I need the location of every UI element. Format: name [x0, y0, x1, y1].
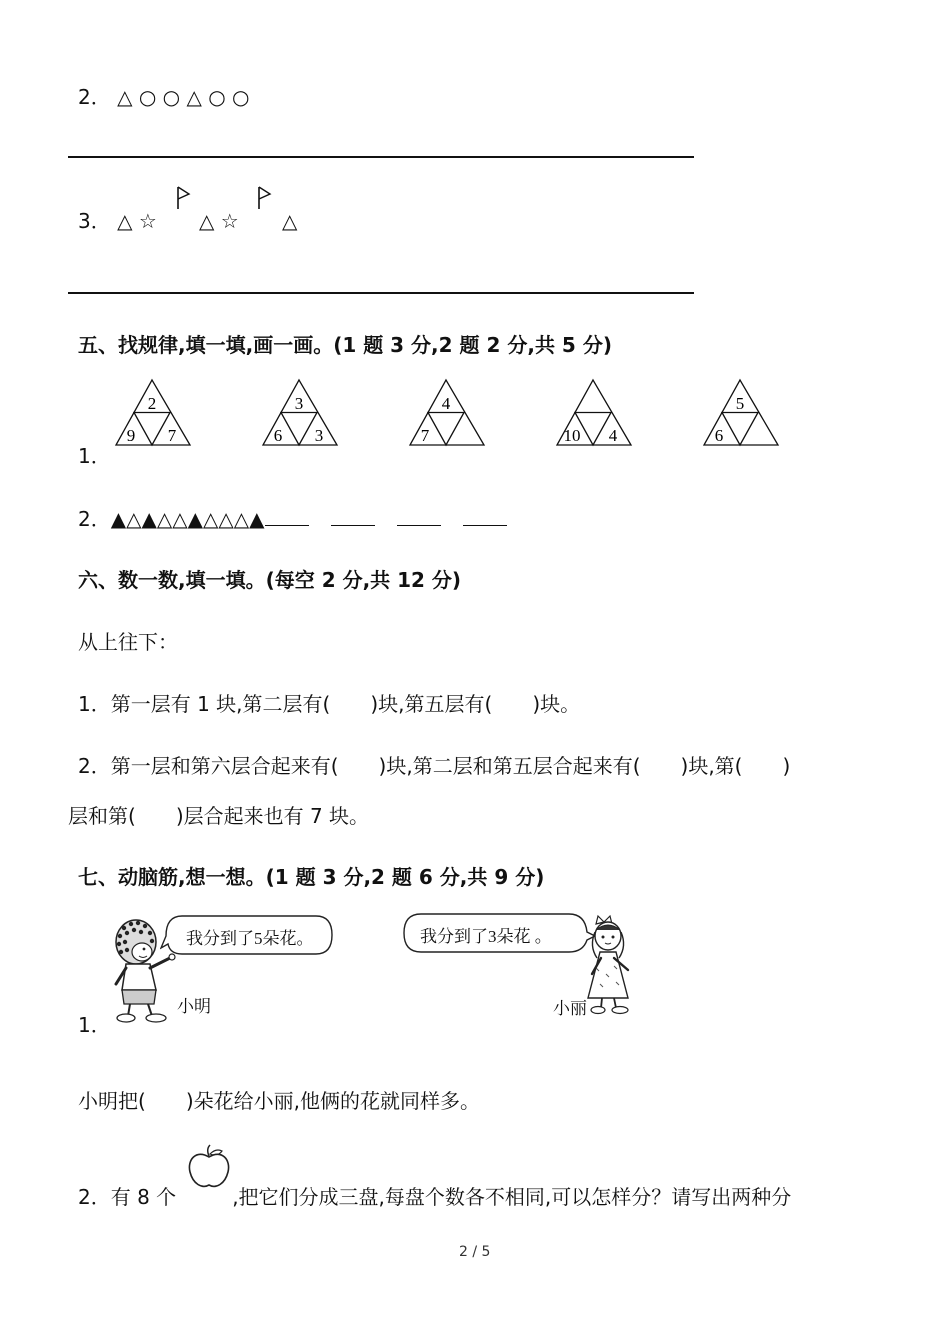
answer-blank[interactable]	[265, 505, 309, 526]
q4-item3-seq-part3: △	[282, 209, 298, 233]
girl-illustration	[584, 908, 644, 1016]
triangle-inner-outline	[281, 413, 317, 446]
q5-item2-num: 2．	[78, 507, 111, 531]
q6-item1-text-b: )块,第五层有(	[370, 692, 493, 716]
q6-item2-line1	[78, 753, 790, 779]
triangle-top-cell[interactable]: 5	[735, 394, 745, 413]
triangle-top-cell[interactable]: 2	[147, 394, 157, 413]
number-triangle	[555, 378, 635, 448]
q7-item1-num: 1．	[78, 1013, 111, 1037]
answer-line-1	[68, 156, 694, 158]
q6-item1-num: 1．	[78, 692, 111, 716]
number-triangle	[114, 378, 194, 448]
q4-item2	[78, 84, 249, 110]
flag-icon	[176, 186, 192, 210]
q6-item2-text-e: 层和第(	[68, 804, 136, 828]
q5-item2	[78, 505, 529, 532]
triangle-right-cell[interactable]: 4	[608, 426, 618, 445]
triangle-left-cell[interactable]: 10	[563, 426, 581, 445]
q6-item2-text-b: )块,第二层和第五层合起来有(	[378, 754, 641, 778]
q7-item1-text-a: 小明把(	[78, 1089, 146, 1113]
girl-speech-text: 我分到了3朵花 。	[420, 927, 552, 946]
triangle-left-cell[interactable]: 6	[714, 426, 724, 445]
q6-item2-text-a: 第一层和第六层合起来有(	[110, 754, 339, 778]
q6-item1	[78, 691, 580, 717]
number-triangle	[702, 378, 782, 448]
triangle-top-cell[interactable]: 3	[294, 394, 304, 413]
q4-item2-sequence: △ ○ ○ △ ○ ○	[117, 85, 250, 109]
triangle-right-cell[interactable]: 3	[314, 426, 324, 445]
number-triangle	[261, 378, 341, 448]
answer-blank[interactable]	[331, 505, 375, 526]
q6-item2-text-f: )层合起来也有 7 块。	[175, 804, 370, 828]
q7-item1-text-b: )朵花给小丽,他俩的花就同样多。	[185, 1089, 480, 1113]
triangle-left-cell[interactable]: 9	[126, 426, 136, 445]
boy-name: 小明	[177, 997, 211, 1016]
q6-item2-text-d: )	[782, 754, 791, 778]
q5-item2-sequence: ▲△▲△△▲△△△▲	[110, 507, 265, 531]
q7-item2-num: 2．	[78, 1185, 111, 1209]
q6-intro: 从上往下：	[78, 630, 178, 654]
triangle-inner-outline	[134, 413, 170, 446]
q7-title: 七、动脑筋,想一想。(1 题 3 分,2 题 6 分,共 9 分)	[78, 865, 545, 889]
flag-icon	[257, 186, 273, 210]
girl-name: 小丽	[553, 999, 587, 1018]
q6-item2-line2	[68, 803, 369, 829]
q7-item2-text-a: 有 8 个	[110, 1185, 177, 1209]
q6-item1-text-c: )块。	[532, 692, 581, 716]
triangle-left-cell[interactable]: 6	[273, 426, 283, 445]
q7-item2-text-b: ,把它们分成三盘,每盘个数各不相同,可以怎样分？请写出两种分	[232, 1185, 792, 1209]
q6-item1-text-a: 第一层有 1 块,第二层有(	[110, 692, 331, 716]
q4-item2-num: 2．	[78, 85, 111, 109]
q4-item3-seq-part2: △ ☆	[199, 209, 239, 233]
q6-item2-text-c: )块,第(	[680, 754, 743, 778]
answer-blank[interactable]	[463, 505, 507, 526]
q4-item3-num: 3．	[78, 209, 111, 233]
q7-item1-question	[78, 1088, 480, 1114]
answer-line-2	[68, 292, 694, 294]
triangle-inner-outline	[722, 413, 758, 446]
q6-title: 六、数一数,填一填。(每空 2 分,共 12 分)	[78, 568, 462, 592]
triangle-inner-outline	[428, 413, 464, 446]
q5-title: 五、找规律,填一填,画一画。(1 题 3 分,2 题 2 分,共 5 分)	[78, 333, 612, 357]
number-triangle	[408, 378, 488, 448]
q7-item2	[78, 1184, 791, 1210]
triangle-right-cell[interactable]: 7	[167, 426, 177, 445]
page-number: 2 / 5	[459, 1244, 491, 1260]
triangle-left-cell[interactable]: 7	[420, 426, 430, 445]
q4-item3-seq-part1: △ ☆	[117, 209, 157, 233]
triangle-top-cell[interactable]: 4	[441, 394, 451, 413]
boy-speech-text: 我分到了5朵花。	[186, 929, 314, 948]
answer-blank[interactable]	[397, 505, 441, 526]
q5-item1-num: 1．	[78, 444, 111, 468]
q6-item2-num: 2．	[78, 754, 111, 778]
q4-item3	[78, 208, 157, 234]
